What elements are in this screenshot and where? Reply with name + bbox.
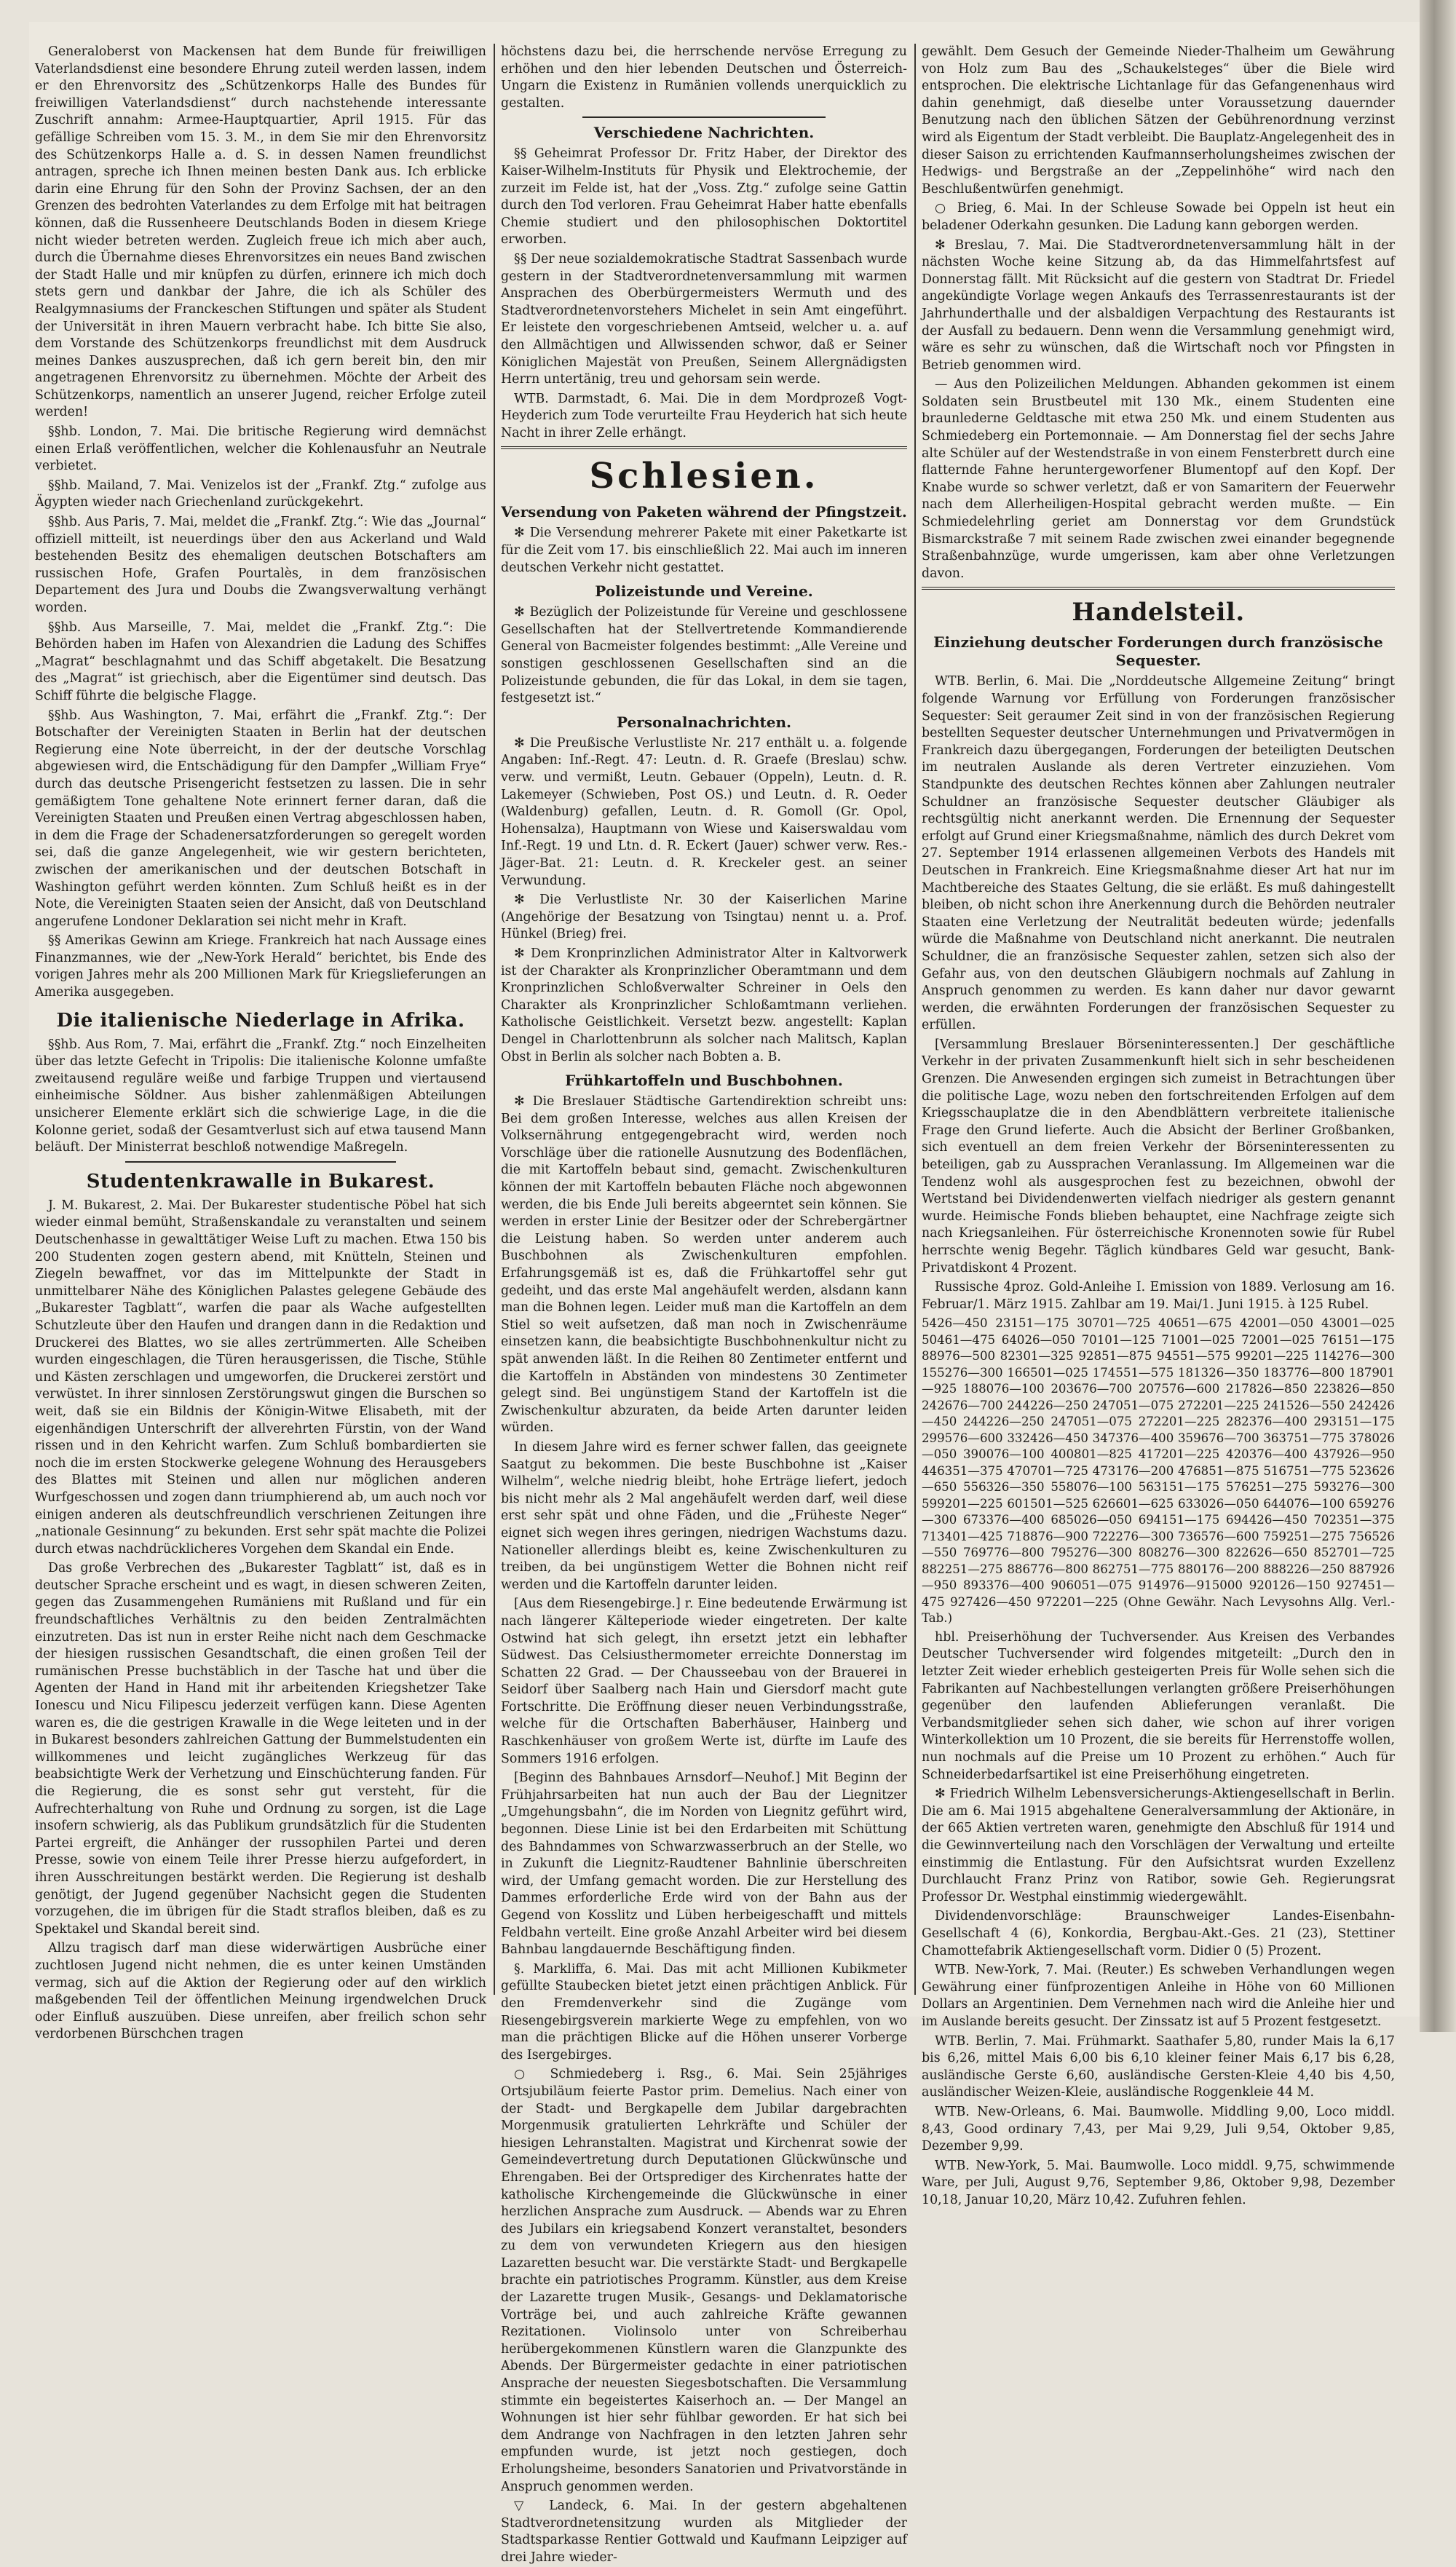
heading-bukarest: Studentenkrawalle in Bukarest.: [86, 1170, 435, 1192]
news-sassenbach: §§ Der neue sozialdemokratische Stadtrat Sassenbach wurde gestern in der Stadtverordnetenversammlung mit warmen Ansprachen des Oberbürgermeisters Wermuth und des Stadtverordnetenvorstehers Michelet in sein Amt eingeführt. Er leistete den vorgeschriebenen Amtseid, welcher u. a. auf den Allmächtigen und Allwissenden schwor, daß er Seiner Königlichen Majestät von Preußen, Seinem Allergnädigsten Herrn untertänig, treu und gehorsam sein werde.: [501, 251, 907, 387]
news-darmstadt: WTB. Darmstadt, 6. Mai. Die in dem Mordprozeß Vogt-Heyderich zum Tode verurteilte Frau Heyderich hat sich heute Nacht in ihrer Zelle erhängt.: [501, 391, 907, 440]
news-bahnbau: [Beginn des Bahnbaues Arnsdorf—Neuhof.] Mit Beginn der Frühjahrsarbeiten hat nun auch der Bau der Liegnitzer „Umgehungsbahn“, die im Norden von Liegnitz geführt wird, begonnen. Diese Linie ist bei den Erdarbeiten mit Schüttung des Bahndammes von Schwarzwasserbruch an der Stelle, wo in Zukunft die Liegnitz-Raudtener Bahnlinie überschreiten wird, der Umfang gemacht worden. Die zur Herstellung des Dammes erforderliche Erde wird von der Bahn aus der Gegend von Kosslitz und Lüben herbeigeschafft und mittels Feldbahn verteilt. Eine große Anzahl Arbeiter wird bei diesem Bahnbau langdauernde Beschäftigung finden.: [501, 1771, 907, 1958]
news-lebensversicherung: ✻ Friedrich Wilhelm Lebensversicherungs-Aktiengesellschaft in Berlin. Die am 6. Mai 1915 abgehaltene Generalversammlung der Aktionäre, in der 665 Aktien vertreten waren, genehmigte den Abschluß für 1914 und die Gewinnverteilung nach den Vorschlägen der Verwaltung und erteilte einstimmig die Entlastung. Für den Aufsichtsrat wurden Exzellenz Durchlaucht Franz Prinz von Ratibor, sowie Geh. Regierungsrat Professor Dr. Westphal einstimmig wiedergewählt.: [922, 1787, 1395, 1905]
divider: [582, 116, 826, 118]
divider: [125, 1161, 396, 1163]
column-2: [501, 44, 907, 2565]
bond-quote-list: 5426—450 23151—175 30701—725 40651—675 42001—050 43001—025 50461—475 64026—050 70101—125 71001—025 72001—025 76151—175 88976—500 82301—325 92851—875 94551—575 99201—225 114276—300 155276—300 166501—025 174551—575 181326—350 183776—800 187901—925 188076—100 203676—700 207576—600 217826—850 223826—850 242676—700 244226—250 247051—075 272201—225 241526—550 242426—450 244226—250 247051—075 272201—225 282376—400 293151—175 299576—600 332426—450 347376—400 359676—700 363751—775 378026—050 390076—100 400801—825 417201—225 420376—400 437926—950 446351—375 470701—725 473176—200 476851—875 516751—775 523626—650 556326—350 558076—100 563151—175 576251—275 593276—300 599201—225 601501—525 626601—625 633026—050 644076—100 659276—300 673376—400 685026—050 694151—175 694426—450 702351—375 713401—425 718876—900 722276—300 736576—600 759251—275 756526—550 769776—800 795276—300 808276—300 822626—650 852701—725 882251—275 886776—800 862751—775 880176—200 888226—250 887926—950 893376—400 906051—075 914976—915000 920126—150 927451—475 927426—450 972201—225 (Ohne Gewähr. Nach Levysohns Allg. Verl.-Tab.): [922, 1316, 1395, 1626]
news-kronprinz: ✻ Dem Kronprinzlichen Administrator Alter in Kaltvorwerk ist der Charakter als Kronprinzlicher Oberamtmann und dem Kronprinzlichen Schloßverwalter Schreiner in Oels den Charakter als Kronprinzlicher Schloßamtmann verliehen. Katholische Geistlichkeit. Versetzt bezw. angestellt: Kaplan Dengel in Charlottenbrunn als solcher nach Malitsch, Kaplan Obst in Berlin als solcher nach Bobten a. B.: [501, 946, 907, 1064]
news-schmiedeberg: ○ Schmiedeberg i. Rsg., 6. Mai. Sein 25jähriges Ortsjubiläum feierte Pastor prim. Demelius. Nach einer von der Stadt- und Bergkapelle dem Jubilar dargebrachten Morgenmusik gratulierten Lehrkräfte und Schüler der hiesigen Lehranstalten. Magistrat und Kirchenrat sowie der Gemeindevertretung durch Deputationen Glückwünsche und Ehrengaben. Bei der Ortsprediger des Kirchenrates hatte der katholische Kirchengemeinde die Glückwünsche in einer herzlichen Ansprache zum Ausdruck. — Abends war zu Ehren des Jubilars ein kriegsabend Konzert veranstaltet, besonders zu dem von verwundeten Kriegern aus den hiesigen Lazaretten besucht war. Die verstärkte Stadt- und Bergkapelle brachte ein patriotisches Programm. Künstler, aus dem Kreise der Lazarette trugen Musik-, Gesangs- und Deklamatorische Vorträge bei, und auch zahlreiche Kräfte gewannen Rezitationen. Violinsolo unter von Schreiberhau herübergekommenen Künstlern waren die Glanzpunkte des Abends. Der Bürgermeister gedachte in einer patriotischen Ansprache der neuesten Siegesbotschaften. Die Versammlung stimmte ein begeistertes Kaiserhoch an. — Der Mangel an Wohnungen ist hier sehr fühlbar geworden. Er hat sich bei dem Andrange von Nachfragen in den letzten Jahren sehr empfunden wurde, ist jetzt noch gestiegen, doch Erholungsheime, besonders Sanatorien und Privatvorstände in Anspruch genommen werden.: [501, 2067, 907, 2494]
article-italy: §§hb. Aus Rom, 7. Mai, erfährt die „Frankf. Ztg.“ noch Einzelheiten über das letzte Gefecht in Tripolis: Die italienische Kolonne umfaßte zweitausend reguläre weiße und farbige Truppen und viertausend einheimische Söldner. Aus bisher zahlenmäßigen Abteilungen unsicherer Elemente erklärt sich die schwierige Lage, in die die Kolonne geriet, sodaß der Gesamtverlust sich auf etwa tausend Mann beläuft. Der Ministerrat beschloß notwendige Maßregeln.: [35, 1037, 486, 1155]
news-tuchversender: hbl. Preiserhöhung der Tuchversender. Aus Kreisen des Verbandes Deutscher Tuchversender wird folgendes mitgeteilt: „Durch den in letzter Zeit wieder erheblich gesteigerten Preis für Wolle sehen sich die Fabrikanten auf Nachbestellungen verlangten größere Preiserhöhungen gegenüber den laufenden Ablieferungen veranlaßt. Die Verbandsmitglieder sehen sich daher, wie schon auf ihrer vorigen Winterkollektion um 10 Prozent, die sie bereits für Herrenstoffe wollen, nun nochmals auf die Preise um 10 Prozent zu erhöhen.“ Auch für Schneiderbedarfsartikel ist eine Preiserhöhung eingetreten.: [922, 1629, 1395, 1782]
column-rule: [494, 44, 495, 1995]
column-3: [922, 44, 1395, 2207]
page-binding-edge: [1420, 0, 1456, 2032]
heading-schlesien: Schlesien.: [589, 456, 819, 497]
article-mackensen: Generaloberst von Mackensen hat dem Bunde für freiwilligen Vaterlandsdienst eine besondere Ehrung zuteil werden lassen, indem er den Ehrenvorsitz des „Schützenkorps Halle des Bundes für freiwilligen Vaterlandsdienst“ durch nachstehende interessante Zuschrift annahm: Armee-Hauptquartier, April 1915. Für das gefällige Schreiben vom 15. 3. M., in dem Sie mir den Ehrenvorsitz des Schützenkorps Halle a. d. S. in dessen Namen freundlichst antragen, spreche ich Ihnen meinen besten Dank aus. Ich erblicke darin eine Ehrung für den Sohn der Provinz Sachsen, der an den Grenzen des bedrohten Vaterlandes zu dem Erfolge mit hat beitragen können, daß die Russenheere Deutschlands Boden in diesem Kriege nicht wieder betreten werden. Zugleich freue ich mich aber auch, durch die Übernahme dieses Ehrenvorsitzes ein neues Band zwischen der Stadt Halle und mir knüpfen zu dürfen, erinnere ich mich doch stets gern und dankbar der Jahre, die ich als Schüler des Realgymnasiums der Franckeschen Stiftungen und später als Student der Universität in ihren Mauern verbracht habe. Ich bitte Sie also, dem Vorstande des Schützenkorps freundlichst mit dem Ausdruck meines Dankes auszusprechen, daß ich gern bereit bin, den mir angetragenen Ehrenvorsitz zu übernehmen. Möchte der Arbeit des Schützenkorps, namentlich an unserer Jugend, reicher Erfolge zuteil werden!: [35, 44, 486, 420]
heading-personal: Personalnachrichten.: [617, 713, 791, 731]
article-bukarest-1: J. M. Bukarest, 2. Mai. Der Bukarester studentische Pöbel hat sich wieder einmal bemüht, Straßenskandale zu veranstalten und seinem Deutschenhasse in gewalttätiger Weise Luft zu machen. Etwa 150 bis 200 Studenten zogen gestern abend, mit Knütteln, Steinen und Ziegeln bewaffnet, vor das im Mittelpunkte der Stadt in unmittelbarer Nähe des Königlichen Palastes gelegene Gebäude des „Bukarester Tagblatt“, warfen die paar als Wache aufgestellten Schutzleute über den Haufen und drangen dann in die Redaktion und Druckerei des Blattes, wo sie alles zertrümmerten. Alle Scheiben wurden eingeschlagen, die Türen herausgerissen, die Tische, Stühle und Kästen zerschlagen und umgeworfen, die Druckerei zerstört und verwüstet. In ihrer sinnlosen Zerstörungswut gingen die Burschen so weit, daß sie ein Bildnis der Königin-Witwe Elisabeth, mit der eigenhändigen Unterschrift der allverehrten Fürstin, von der Wand rissen und in den Kehricht warfen. Zum Schluß bombardierten sie noch die im ersten Stockwerke gelegene Wohnung des Herausgebers des Blattes mit Steinen und allen nur möglichen anderen Wurfgeschossen und zogen dann triumphierend ab, um auch noch vor einigen anderen als deutschfreundlich verschrienen Zeitungen ihre „nationale Gesinnung“ zu bekunden. Erst sehr spät machte die Polizei durch etwas nachdrücklicheres Vorgehen dem Skandal ein Ende.: [35, 1198, 486, 1557]
news-london: §§hb. London, 7. Mai. Die britische Regierung wird demnächst einen Erlaß veröffentlichen, welcher die Kohlenausfuhr an Neutrale verbietet.: [35, 424, 486, 474]
article-bukarest-2: Das große Verbrechen des „Bukarester Tagblatt“ ist, daß es in deutscher Sprache erscheint und es wagt, in diesen schweren Zeiten, gegen das Zusammengehen Rumäniens mit Rußland und für ein freundschaftliches Verhältnis zu den beiden Zentralmächten einzutreten. Das ist nun in erster Reihe nicht nach dem Geschmacke der hiesigen russischen Gesandtschaft, die einen großen Teil der rumänischen Presse buchstäblich in der Tasche hat und über die Agenten der Hand in Hand mit ihr arbeitenden Kriegshetzer Take Ionescu und Nicu Filipescu jederzeit verfügen kann. Diese Agenten waren es, die die gestrigen Krawalle in die Wege leiteten und in der in Bukarest besonders zahlreichen Gattung der Bummelstudenten ein willkommenes und leicht zugängliches Werkzeug für das beabsichtigte Werk der Verhetzung und Einschüchterung fanden. Für die Regierung, die es sonst sehr gut versteht, für die Aufrechterhaltung von Ruhe und Ordnung zu sorgen, ist die Lage insofern schwierig, als das Publikum grundsätzlich für die Studenten Partei ergreift, die Anhänger der russophilen Partei und deren Presse, sowie von einem Teile ihrer Presse hierzu aufgefordert, in ihren Ausschreitungen bestärkt werden. Die Regierung ist deshalb genötigt, der Jugend gegenüber Nachsicht gegen die Studenten vorzugehen, die im übrigen für die Stadt straflos bleiben, daß es zu Spektakel und Skandal bereit sind.: [35, 1561, 486, 1937]
heading-sequester: Einziehung deutscher Forderungen durch französische Sequester.: [933, 633, 1383, 670]
heading-fruehkartoffeln: Frühkartoffeln und Buschbohnen.: [565, 1072, 843, 1090]
news-berlin-fruehmarkt: WTB. Berlin, 7. Mai. Frühmarkt. Saathafer 5,80, runder Mais la 6,17 bis 6,26, mittel Mais 6,00 bis 6,10 kleiner feiner Mais 6,17 bis 6,28, ausländische Gerste 6,60, ausländische Gersten-Kleie 4,40 bis 4,50, ausländischer Weizen-Kleie, ausländische Roggenkleie 44 M.: [922, 2033, 1395, 2100]
news-breslau: ✻ Breslau, 7. Mai. Die Stadtverordnetenversammlung hält in der nächsten Woche keine Sitzung ab, da das Himmelfahrtsfest auf Donnerstag fällt. Mit Rücksicht auf die gestern von Stadtrat Dr. Friedel angekündigte Vorlage wegen Ankaufs des Terrassenrestaurants ist der Jahrhunderthalle und der alsbaldigen Verpachtung des Restaurants ist der Ausfall zu bedauern. Denn wenn die Versammlung genehmigt wird, wäre es sehr zu wünschen, daß die Wirtschaft noch vor Pfingsten in Betrieb genommen wird.: [922, 237, 1395, 373]
divider: [501, 446, 907, 449]
news-pakete: ✻ Die Versendung mehrerer Pakete mit einer Paketkarte ist für die Zeit vom 17. bis einschließlich 22. Mai auch im inneren deutschen Verkehr nicht gestattet.: [501, 526, 907, 575]
heading-handelsteil: Handelsteil.: [1072, 598, 1245, 628]
column-rule: [914, 44, 916, 1995]
heading-italy: Die italienische Niederlage in Afrika.: [56, 1009, 465, 1032]
news-marseille: §§hb. Aus Marseille, 7. Mai, meldet die „Frankf. Ztg.“: Die Behörden haben im Hafen von Alexandrien die Ladung des Schiffes „Magrat“ beschlagnahmt und das Schiff abgetakelt. Die Besatzung des „Magrat“ ist griechisch, aber die Eigentümer sind deutsch. Das Schiff führte die belgische Flagge.: [35, 620, 486, 703]
article-sequester: WTB. Berlin, 6. Mai. Die „Norddeutsche Allgemeine Zeitung“ bringt folgende Warnung vor Erfüllung von Forderungen französischer Sequester: Seit geraumer Zeit sind in von der französischen Regierung bestellten Sequester deutscher Unternehmungen und Privatvermögen in Frankreich dazu übergegangen, Forderungen der beteiligten Deutschen im neutralen Auslande als deren Vertreter einzuziehen. Vom Standpunkte des deutschen Rechtes können aber Zahlungen neutraler Schuldner an französische Sequester deutscher Gläubiger als rechtsgültig nicht anerkannt werden. Die Ernennung der Sequester erfolgt auf Grund einer Kriegsmaßnahme, nämlich des durch Dekret vom 27. September 1914 erlassenen allgemeinen Verbots des Handels mit Deutschen in Frankreich. Eine Kriegsmaßnahme dieser Art hat nur im Machtbereiche des Staates Geltung, die sie erläßt. Es muß dahingestellt bleiben, ob nicht schon ihre Anerkennung durch die Behörden neutraler Staaten eine Verletzung der Neutralität bedeuten würde; jedenfalls würde die Maßnahme von Deutschland nicht anerkannt. Die neutralen Schuldner, die an französische Sequester zahlen, setzen sich also der Gefahr aus, von den deutschen Gläubigern nochmals auf Zahlung in Anspruch genommen zu werden. Es kann daher nur davor gewarnt werden, die erwähnten Forderungen der französischen Sequester zu erfüllen.: [922, 674, 1395, 1033]
heading-pakete: Versendung von Paketen während der Pfingstzeit.: [501, 503, 907, 521]
news-marine: ✻ Die Verlustliste Nr. 30 der Kaiserlichen Marine (Angehörige der Besatzung von Tsingtau) nennt u. a. Prof. Hünkel (Brieg) frei.: [501, 893, 907, 942]
news-newyork-anleihe: WTB. New-York, 7. Mai. (Reuter.) Es schweben Verhandlungen wegen Gewährung einer fünfprozentigen Anleihe in Höhe von 60 Millionen Dollars an Argentinien. Dem Vernehmen nach wird die Anleihe hier und im Auslande bereits gesucht. Der Zinssatz ist auf 5 Prozent festgesetzt.: [922, 1963, 1395, 2029]
news-haber: §§ Geheimrat Professor Dr. Fritz Haber, der Direktor des Kaiser-Wilhelm-Instituts für Physik und Elektrochemie, der zurzeit im Felde ist, hat der „Voss. Ztg.“ zufolge seine Gattin durch den Tod verloren. Frau Geheimrat Haber hatte ebenfalls Chemie studiert und den philosophischen Doktortitel erworben.: [501, 146, 907, 248]
article-bukarest-cont: höchstens dazu bei, die herrschende nervöse Erregung zu erhöhen und den hier lebenden Deutschen und Österreich-Ungarn die Existenz in Rumänien vollends unerquicklich zu gestalten.: [501, 44, 907, 111]
news-boerse: [Versammlung Breslauer Börseninteressenten.] Der geschäftliche Verkehr in der privaten Zusammenkunft hielt sich in sehr bescheidenen Grenzen. Die Anwesenden ergingen sich zumeist in Betrachtungen über die politische Lage, wozu neben den fortschreitenden Erfolgen auf dem Kriegsschauplatze die in den Abendblättern verbreitete italienische Frage den Grund lieferte. Auch die Absicht der Berliner Großbanken, sich eventuell an dem freien Verkehr der Börseninteressenten zu beteiligen, gab zu Aussprachen Veranlassung. Im Allgemeinen war die Tendenz wohl als ausgesprochen fest zu bezeichnen, obwohl der Wertstand bei Dividendenwerten vielfach niedriger als gestern genannt wurde. Heimische Fonds blieben behauptet, eine Nachfrage zeigte sich nach Kriegsanleihen. Für österreichische Kronennoten sowie für Rubel herrschte wenig Begehr. Täglich kündbares Geld war gesucht, Bank-Privatdiskont 4 Prozent.: [922, 1037, 1395, 1275]
news-markliffa: §. Markliffa, 6. Mai. Das mit acht Millionen Kubikmeter gefüllte Staubecken bietet jetzt einen prächtigen Anblick. Für den Fremdenverkehr sind die Zugänge vom Riesengebirgsverein markierte Wege zu empfehlen, von wo man die prächtigen Blicke auf die Höhen unserer Vorberge des Isergebirges.: [501, 1961, 907, 2062]
news-polizeistunde: ✻ Bezüglich der Polizeistunde für Vereine und geschlossene Gesellschaften hat der Stellvertretende Kommandierende General von Bacmeister folgendes bestimmt: „Alle Vereine und sonstigen geschlossenen Gesellschaften sind an die Polizeistunde gebunden, die für das Lokal, in dem sie tagen, festgesetzt ist.“: [501, 605, 907, 706]
news-washington: §§hb. Aus Washington, 7. Mai, erfährt die „Frankf. Ztg.“: Der Botschafter der Vereinigten Staaten in Berlin hat der deutschen Regierung eine Note überreicht, in der der deutsche Vorschlag abgewiesen wird, die Entschädigung für den Dampfer „William Frye“ durch das deutsche Prisengericht festsetzen zu lassen. Die in sehr gemäßigtem Tone gehaltene Note erinnert ferner daran, daß die Vereinigten Staaten und Preußen einen Vertrag abgeschlossen haben, in dem die Frage der Schadenersatzforderungen so geregelt worden sei, daß die ganze Angelegenheit, wie wir gestern berichteten, zwischen der amerikanischen und der deutschen Botschaft in Washington geführt werden könnten. Zum Schluß heißt es in der Note, die Vereinigten Staaten seien der Ansicht, daß von Deutschland angerufene Londoner Deklaration sei nicht mehr in Kraft.: [35, 708, 486, 929]
news-anleihe: Russische 4proz. Gold-Anleihe I. Emission von 1889. Verlosung am 16. Februar/1. März 1915. Zahlbar am 19. Mai/1. Juni 1915. à 125 Rubel.: [922, 1280, 1395, 1312]
heading-polizeistunde: Polizeistunde und Vereine.: [595, 582, 813, 601]
news-verlustliste: ✻ Die Preußische Verlustliste Nr. 217 enthält u. a. folgende Angaben: Inf.-Regt. 47: Leutn. d. R. Graefe (Breslau) schw. verw. und vermißt, Leutn. Gebauer (Oppeln), Leutn. d. R. Lakemeyer (Schwieben, Post OS.) und Leutn. d. R. Oeder (Waldenburg) gefallen, Leutn. d. R. Gomoll (Gr. Opol, Hohensalza), Hauptmann von Wiese und Kaiserswaldau vom Inf.-Regt. 19 und Ltn. d. R. Eckert (Jauer) schwer verw. Res.-Jäger-Bat. 21: Leutn. d. R. Kreckeler gest. an seiner Verwundung.: [501, 735, 907, 888]
news-paris: §§hb. Aus Paris, 7. Mai, meldet die „Frankf. Ztg.“: Wie das „Journal“ offiziell mitteilt, ist neuerdings über den aus Ackerland und Wald bestehenden Besitz des ehemaligen deutschen Botschafters am russischen Hofe, Grafen Pourtalès, in dem französischen Departement des Jura und Doubs die Zwangsverwaltung verhängt worden.: [35, 515, 486, 615]
article-kartoffeln-2: In diesem Jahre wird es ferner schwer fallen, das geeignete Saatgut zu bekommen. Die beste Buschbohne ist „Kaiser Wilhelm“, welche niedrig bleibt, hohe Erträge liefert, jedoch bis nicht mehr als 2 Mal angehäufelt werden darf, weil diese erst sehr spät und ohne Fäden, und die „Früheste Neger“ eignet sich wegen ihres geringen, niedrigen Wachstums dazu. Nationeller allerdings bleibt es, keine Zwischenkulturen zu treiben, da bei ungünstigem Wetter die Bohnen nicht reif werden und die Kartoffeln darunter leiden.: [501, 1439, 907, 1592]
news-landeck: ▽ Landeck, 6. Mai. In der gestern abgehaltenen Stadtverordnetensitzung wurden als Mitglieder der Stadtsparkasse Rentier Gottwald und Kaufmann Leipziger auf drei Jahre wieder-: [501, 2499, 907, 2565]
news-brieg: ○ Brieg, 6. Mai. In der Schleuse Sowade bei Oppeln ist heut ein beladener Oderkahn gesunken. Die Ladung kann geborgen werden.: [922, 201, 1395, 233]
news-mailand: §§hb. Mailand, 7. Mai. Venizelos ist der „Frankf. Ztg.“ zufolge aus Ägypten wieder nach Griechenland zurückgekehrt.: [35, 478, 486, 510]
article-kartoffeln-1: ✻ Die Breslauer Städtische Gartendirektion schreibt uns: Bei dem großen Interesse, welches aus allen Kreisen der Volksernährung entgegengebracht wird, werden noch Vorschläge über die rationelle Ausnutzung des Bodenflächen, die mit Kartoffeln bebaut sind, gemacht. Zwischenkulturen können der mit Kartoffeln bebauten Fläche noch abgewonnen werden, die bis Ende Juli bereits abgeerntet sein können. Sie werden in erster Linie der Besitzer oder der Schrebergärtner die Leistung haben. So werden unter anderem auch Buschbohnen als Zwischenkulturen empfohlen. Erfahrungsgemäß ist es, daß die Frühkartoffel sehr gut gedeiht, und das erste Mal angehäufelt werden, alsdann kann man die Bohnen legen. Leider muß man die Kartoffeln an dem Stiel so weit aufsetzen, daß man noch in Zwischenräume einsetzen kann, die beabsichtigte Buschbohnenkultur nicht zu spät anwenden läßt. In die Reihen 80 Zentimeter entfernt und die Kartoffeln in Abständen von mindestens 30 Zentimeter gelegt sind. Bei ungünstigem Stand der Kartoffeln ist die Zwischenkultur abzuraten, da beide Arten darunter leiden würden.: [501, 1094, 907, 1436]
news-riesengebirge: [Aus dem Riesengebirge.] r. Eine bedeutende Erwärmung ist nach längerer Kälteperiode wieder eingetreten. Der kalte Ostwind hat sich gelegt, ihn ersetzt jetzt ein lebhafter Südwest. Das Celsiusthermometer erreichte Donnerstag im Schatten 22 Grad. — Der Chausseebau von der Brauerei in Seidorf über Saalberg nach Hain und Giersdorf macht gute Fortschritte. Die Eröffnung dieser neuen Verbindungsstraße, welche für die Ortschaften Baberhäuser, Hainberg und Raschkenhäuser von großem Werte ist, dürfte im Laufe des Sommers 1916 erfolgen.: [501, 1597, 907, 1766]
bond-quotes: [922, 1316, 1395, 1627]
divider: [922, 587, 1395, 590]
news-landeck-cont: gewählt. Dem Gesuch der Gemeinde Nieder-Thalheim um Gewährung von Holz zum Bau des „Schaukelsteges“ über die Biele wird entsprochen. Die elektrische Lichtanlage für das Gefangenenhaus wird dahin genehmigt, daß dieselbe unter Voraussetzung dauernder Benutzung nach den üblichen Sätzen der Gebührenordnung verzinst wird als Eigentum der Stadt verbleibt. Die Bauplatz-Angelegenheit des in dieser Saison zu errichtenden Kaufmannserholungsheimes zwischen der Hedwigs- und Bergstraße an der „Zeppelinhöhe“ wird nach den Beschlußentwürfen genehmigt.: [922, 44, 1395, 197]
news-amerika: §§ Amerikas Gewinn am Kriege. Frankreich hat nach Aussage eines Finanzmannes, wie der „New-York Herald“ berichtet, bis Ende des vorigen Jahres mehr als 200 Millionen Mark für Kriegslieferungen an Amerika ausgegeben.: [35, 933, 486, 1000]
heading-verschiedenes: Verschiedene Nachrichten.: [593, 124, 815, 142]
column-1: [35, 44, 486, 2042]
news-dividenden: Dividendenvorschläge: Braunschweiger Landes-Eisenbahn-Gesellschaft 4 (6), Konkordia, Bergbau-Akt.-Ges. 21 (23), Stettiner Chamottefabrik Aktiengesellschaft vorm. Didier 0 (5) Prozent.: [922, 1909, 1395, 1958]
news-polizei-meldungen: — Aus den Polizeilichen Meldungen. Abhanden gekommen ist einem Soldaten sein Brustbeutel mit 130 Mk., einem Studenten eine braunlederne Geldtasche mit etwa 250 Mk. und einem Studenten aus Schmiedeberg ein Portemonnaie. — Am Donnerstag fiel der sechs Jahre alte Schüler auf der Westendstraße in von einem Fensterbrett durch eine flatternde Fahne heruntergeworfener Blumentopf auf den Kopf. Der Knabe wurde so schwer verletzt, daß er von Samaritern der Feuerwehr nach dem Allerheiligen-Hospital gebracht werden mußte. — Ein Schmiedelehrling geriet am Donnerstag vor dem Grundstück Bismarckstraße 7 mit seinem Rade zwischen zwei einander begegnende Straßenbahnzüge, wurde umgerissen, kam aber ohne Verletzungen davon.: [922, 377, 1395, 581]
article-bukarest-3: Allzu tragisch darf man diese widerwärtigen Ausbrüche einer zuchtlosen Jugend nicht nehmen, die es unter keinen Umständen vermag, sich auf die Aktion der Regierung oder auf den wirklich maßgebenden Teil der öffentlichen Meinung irgendwelchen Druck oder Einfluß auszuüben. Diese unreifen, aber freilich schon sehr verdorbenen Bürschchen tragen: [35, 1941, 486, 2042]
news-neworleans: WTB. New-Orleans, 6. Mai. Baumwolle. Middling 9,00, Loco middl. 8,43, Good ordinary 7,43, per Mai 9,29, Juli 9,54, Oktober 9,85, Dezember 9,99.: [922, 2104, 1395, 2154]
news-newyork-baumwolle: WTB. New-York, 5. Mai. Baumwolle. Loco middl. 9,75, schwimmende Ware, per Juli, August 9,76, September 9,86, Oktober 9,98, Dezember 10,18, Januar 10,20, März 10,42. Zufuhren fehlen.: [922, 2158, 1395, 2207]
